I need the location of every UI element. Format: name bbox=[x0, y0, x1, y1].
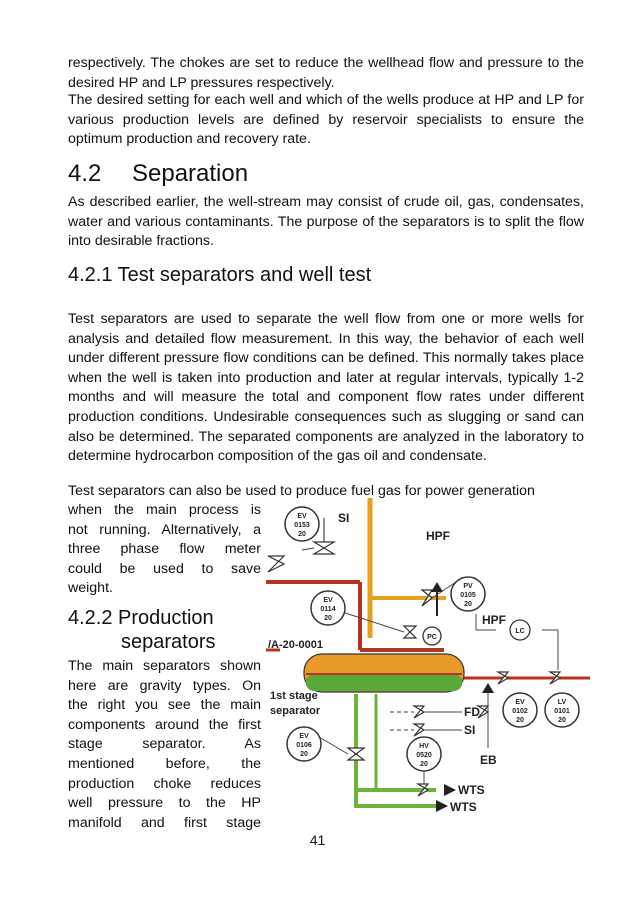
text-line: three phase flow meter bbox=[68, 541, 261, 558]
hpf-top-label: HPF bbox=[426, 529, 450, 543]
text-line: when the main process is bbox=[68, 502, 261, 518]
text-line: here are gravity types. On bbox=[68, 677, 261, 694]
valve-ev0153 bbox=[314, 542, 334, 554]
tag-type: EV bbox=[323, 597, 333, 604]
si-mid-label: SI bbox=[464, 723, 476, 737]
wts-arrow-2 bbox=[436, 800, 448, 812]
tag-type: EV bbox=[299, 733, 309, 740]
instrument-ev0102 bbox=[503, 693, 537, 727]
eb-label: EB bbox=[480, 753, 497, 767]
section-number: 4.2 bbox=[68, 160, 102, 187]
fuel-gas-paragraph-continued bbox=[68, 501, 261, 599]
text-line: production choke reduces bbox=[68, 775, 261, 792]
text-line: the right you see the main bbox=[68, 697, 261, 714]
heading-line: separators bbox=[121, 631, 216, 653]
wts-arrow-1 bbox=[444, 784, 456, 796]
valve-ev0114 bbox=[404, 626, 416, 638]
lc-label: LC bbox=[515, 628, 525, 635]
valve-ev0106 bbox=[348, 748, 364, 760]
fd-label: FD bbox=[464, 705, 480, 719]
tag-type: HV bbox=[419, 743, 429, 750]
tag-number: 0101 bbox=[554, 708, 570, 715]
tag-area: 20 bbox=[420, 761, 428, 768]
instrument-ev0114 bbox=[311, 591, 345, 625]
instrument-hv0520 bbox=[407, 737, 441, 771]
separation-paragraph: As described earlier, the well-stream may consist of crude oil, gas, condensates, water and various contaminants. The purpose of the separators is to split the flow into desirable fractions. bbox=[68, 194, 584, 250]
tag-number: 0114 bbox=[320, 606, 336, 613]
tag-area: 20 bbox=[324, 615, 332, 622]
tag-number: 0153 bbox=[294, 522, 310, 529]
hpf-up-arrow bbox=[431, 582, 443, 592]
section-title: Separation bbox=[132, 160, 249, 187]
tag-area: 20 bbox=[300, 751, 308, 758]
valve-fd bbox=[414, 706, 424, 718]
text-line: not running. Alternatively, a bbox=[68, 521, 261, 538]
production-separator-paragraph bbox=[68, 657, 261, 833]
instrument-pv0105 bbox=[451, 577, 485, 611]
si-top-label: SI bbox=[338, 511, 350, 525]
pipe-tag-label: /A-20-0001 bbox=[268, 639, 324, 651]
text-line: components around the first bbox=[68, 716, 261, 733]
wts-label-1: WTS bbox=[458, 783, 485, 797]
fuel-gas-line: Test separators can also be used to produce fuel gas for power generation bbox=[68, 483, 535, 499]
tag-type: PV bbox=[463, 583, 473, 590]
first-stage-separator-diagram bbox=[266, 498, 590, 822]
page-number: 41 bbox=[309, 832, 326, 848]
text-line: mentioned before, the bbox=[68, 755, 261, 772]
intro-paragraph-1: respectively. The chokes are set to reduce the wellhead flow and pressure to the desired HP and LP pressures respectively. bbox=[68, 55, 584, 91]
heading-line: 4.2.2 Production bbox=[68, 607, 214, 629]
test-separator-paragraph: Test separators are used to separate the well flow from one or more wells for analysis and detailed flow measurement. In this way, the behavior of each well under different pressure flow conditions can be defined. This normally takes place when the well is taken into production and later at regular intervals, typically 1-2 months and will measure the total and component flow rates under different production conditions. Undesirable consequences such as slugging or sand can also be determined. The separated components are analyzed in the laboratory to determine hydrocarbon composition of the gas oil and condensate. bbox=[68, 311, 584, 465]
instrument-lv0101 bbox=[545, 693, 579, 727]
tag-number: 0105 bbox=[460, 592, 476, 599]
fd-up-arrow bbox=[482, 683, 494, 693]
subsection-heading-4-2-2 bbox=[68, 606, 216, 654]
valve-inlet bbox=[268, 556, 284, 572]
instrument-ev0106 bbox=[287, 727, 321, 761]
tag-area: 20 bbox=[464, 601, 472, 608]
text-line: weight. bbox=[68, 580, 113, 597]
controller-pc bbox=[423, 627, 441, 645]
tag-type: LV bbox=[557, 699, 567, 706]
text-line: could be used to save bbox=[68, 560, 261, 577]
tag-number: 0520 bbox=[416, 752, 432, 759]
text-line: manifold and first stage bbox=[68, 814, 261, 831]
separator-vessel bbox=[304, 654, 464, 692]
signal-line bbox=[302, 548, 314, 550]
tag-type: EV bbox=[515, 699, 525, 706]
hpf-right-label: HPF bbox=[482, 613, 506, 627]
subsection-heading-4-2-1: 4.2.1 Test separators and well test bbox=[68, 264, 372, 286]
section-heading-4-2 bbox=[68, 160, 248, 188]
tag-area: 20 bbox=[516, 717, 524, 724]
instrument-ev0153 bbox=[285, 507, 319, 541]
tag-number: 0106 bbox=[296, 742, 312, 749]
stage-label-line1: 1st stage bbox=[270, 690, 318, 702]
tag-type: EV bbox=[297, 513, 307, 520]
tag-area: 20 bbox=[298, 531, 306, 538]
intro-paragraph-2: The desired setting for each well and which of the wells produce at HP and LP for various production levels are defined by reservoir specialists to ensure the optimum production and recovery rate. bbox=[68, 92, 584, 148]
tag-area: 20 bbox=[558, 717, 566, 724]
valve-si bbox=[414, 724, 424, 736]
instrument-tags bbox=[285, 507, 579, 771]
wts-label-2: WTS bbox=[450, 800, 477, 814]
text-line: well pressure to the HP bbox=[68, 795, 261, 812]
pc-label: PC bbox=[427, 634, 437, 641]
stage-label-line2: separator bbox=[270, 705, 321, 717]
text-line: The main separators shown bbox=[68, 658, 261, 674]
text-line: stage separator. As bbox=[68, 736, 261, 753]
tag-number: 0102 bbox=[512, 708, 528, 715]
controller-lc bbox=[510, 620, 530, 640]
vessel-liquid bbox=[306, 674, 462, 691]
